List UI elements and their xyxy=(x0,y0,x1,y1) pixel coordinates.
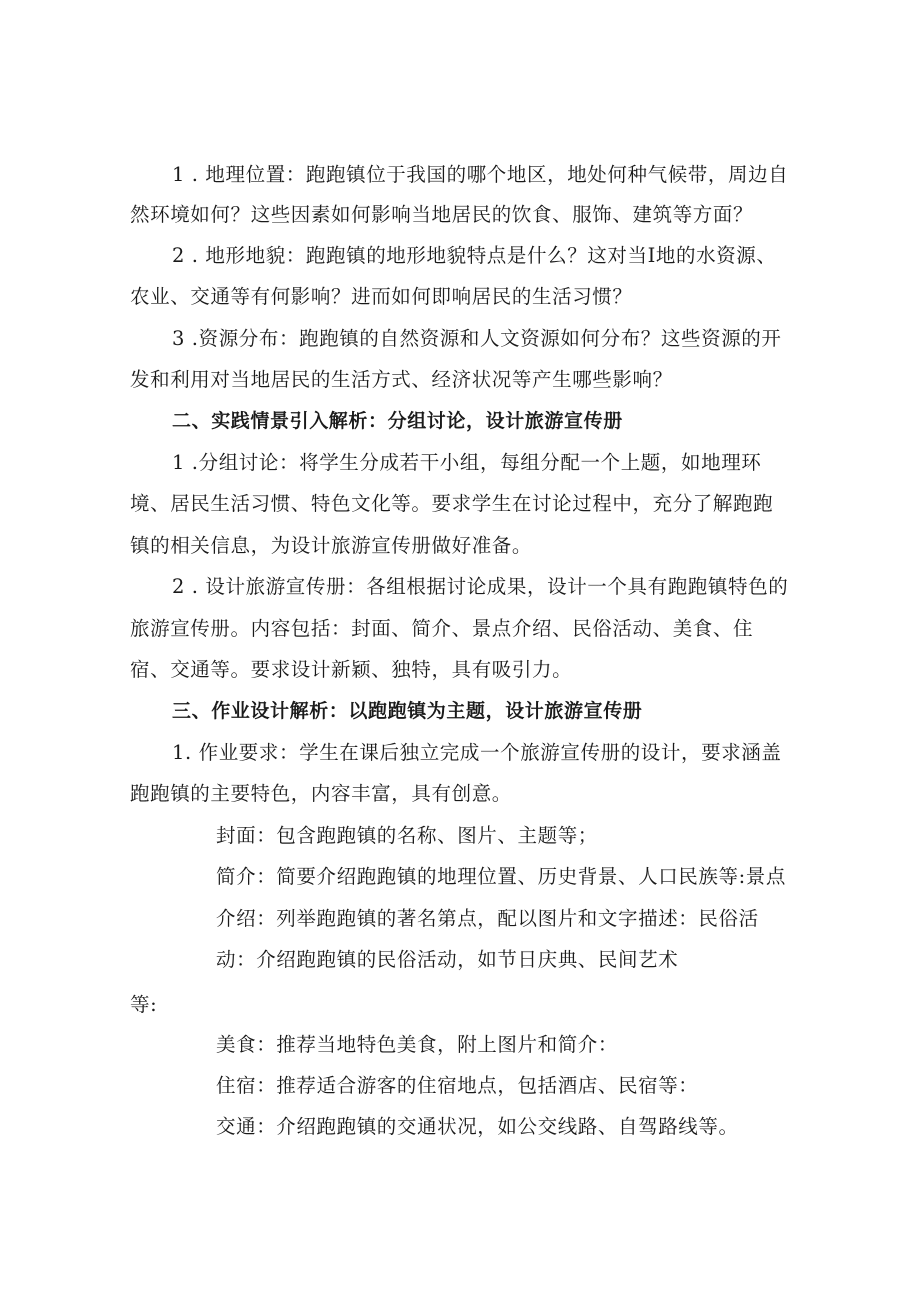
section-heading: 二、实践情景引入解析：分组讨论，设计旅游宣传册 xyxy=(172,410,623,432)
section-heading: 三、作业设计解析：以跑跑镇为主题，设计旅游宣传册 xyxy=(172,700,643,722)
text-line: 1. 作业要求：学生在课后独立完成一个旅游宣传册的设计，要求涵盖 xyxy=(172,741,782,764)
text-line: 发和利用对当地居民的生活方式、经济状况等产生哪些影响？ xyxy=(130,368,673,391)
text-line: 3 .资源分布：跑跑镇的自然资源和人文资源如何分布？这些资源的开 xyxy=(172,327,782,350)
text-line: 旅游宣传册。内容包括：封面、简介、景点介绍、民俗活动、美食、住 xyxy=(130,617,754,640)
text-line: 交通：介绍跑跑镇的交通状况，如公交线路、自驾路线等。 xyxy=(216,1115,739,1138)
text-line: 农业、交通等有何影响？进而如何即响居民的生活习惯？ xyxy=(130,285,633,308)
text-line: 封面：包含跑跑镇的名称、图片、主题等； xyxy=(216,824,598,847)
text-line: 介绍：列举跑跑镇的著名第点，配以图片和文字描述：民俗活 xyxy=(216,907,759,930)
text-line: 2 . 设计旅游宣传册：各组根据讨论成果，设计一个具有跑跑镇特色的 xyxy=(172,575,789,598)
text-line: 美食：推荐当地特色美食，附上图片和简介： xyxy=(216,1033,619,1056)
text-line: 境、居民生活习惯、特色文化等。要求学生在讨论过程中，充分了解跑跑 xyxy=(130,492,774,515)
text-line: 住宿：推荐适合游客的住宿地点，包括酒店、民宿等： xyxy=(216,1074,699,1097)
text-line: 宿、交通等。要求设计新颖、独特，具有吸引力。 xyxy=(130,658,573,681)
text-line: 1 .分组讨论：将学生分成若干小组，每组分配一个上题，如地理环 xyxy=(172,451,762,474)
text-line: 简介：简要介绍跑跑镇的地理位置、历史背景、人口民族等:景点 xyxy=(216,865,786,888)
text-line: 动：介绍跑跑镇的民俗活动，如节日庆典、民间艺术 xyxy=(216,948,679,971)
text-line: 等: xyxy=(130,993,158,1016)
text-line: 然环境如何？这些因素如何影响当地居民的饮食、服饰、建筑等方面？ xyxy=(130,203,754,226)
text-line: 跑跑镇的主要特色，内容丰富，具有创意。 xyxy=(130,782,512,805)
text-line: 2 . 地形地貌：跑跑镇的地形地貌特点是什么？这对当I地的水资源、 xyxy=(172,244,777,267)
text-line: 镇的相关信息，为设计旅游宣传册做好准备。 xyxy=(130,534,533,557)
text-line: 1 . 地理位置：跑跑镇位于我国的哪个地区，地处何种气候带，周边自 xyxy=(172,163,789,186)
